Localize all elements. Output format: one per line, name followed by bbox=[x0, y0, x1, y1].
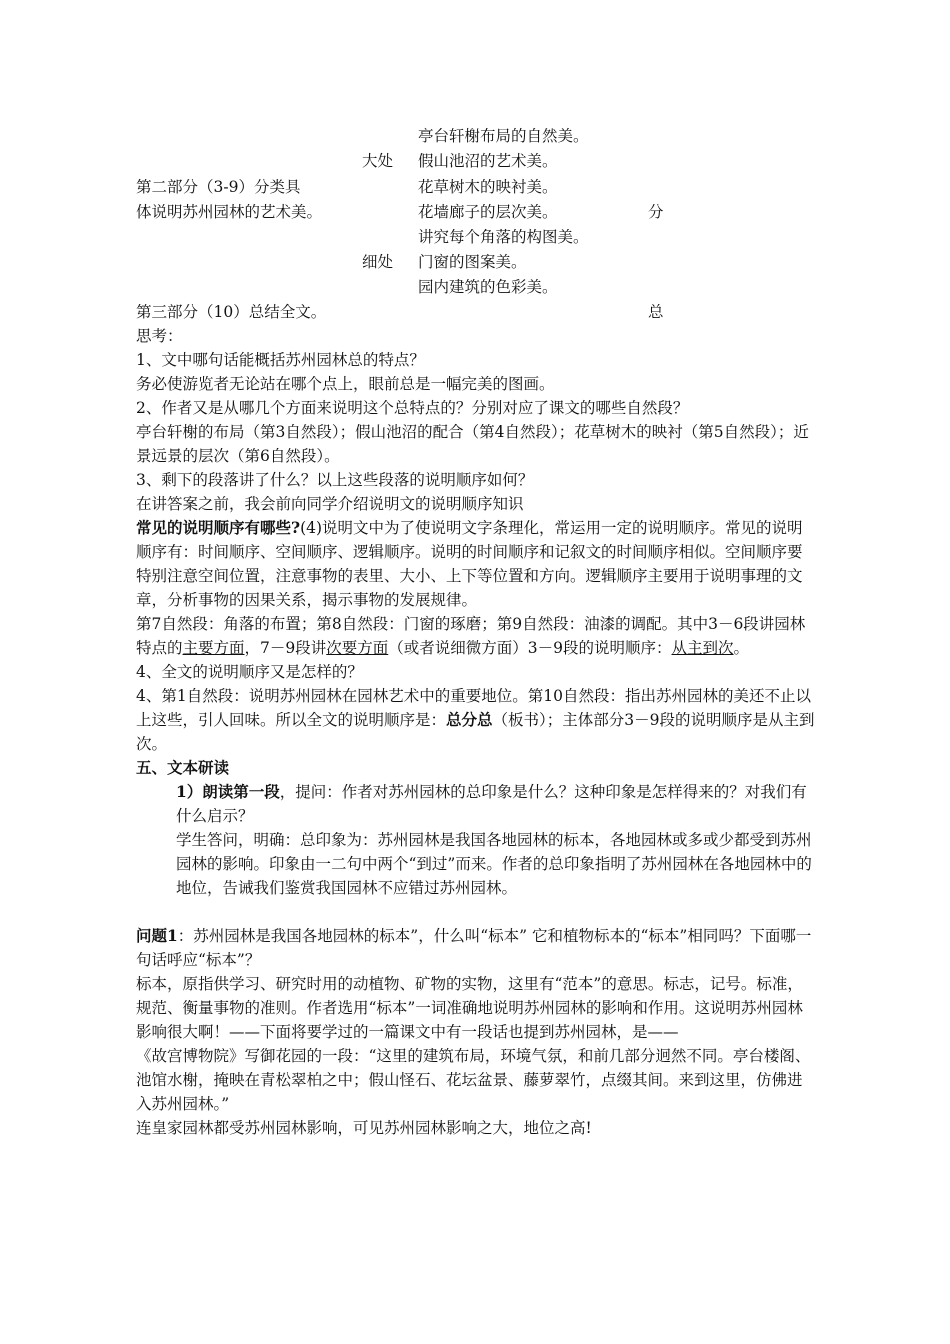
order-title: 常见的说明顺序有哪些? bbox=[136, 518, 301, 537]
question-1: 1、文中哪句话能概括苏州园林总的特点？ bbox=[136, 351, 425, 369]
think-heading: 思考： bbox=[136, 327, 183, 345]
intro-line: 在讲答案之前，我会前向同学介绍说明文的说明顺序知识 bbox=[136, 495, 524, 513]
student-answer: 学生答问，明确：总印象为：苏州园林是我国各地园林的标本，各地园林或多或少都受到苏州园林的影响。印象由一二句中两个“到过”而来。作者的总印象指明了苏州园林在各地园林中的地位，告诫我们鉴赏我国园林不应错过苏州园林。 bbox=[176, 831, 812, 897]
outline-item: 花草树木的映衬美。 bbox=[418, 178, 558, 196]
answer-4 bbox=[136, 684, 816, 756]
part2-line2: 体说明苏州园林的艺术美。 bbox=[136, 203, 323, 221]
explanation: 标本，原指供学习、研究时用的动植物、矿物的实物，这里有“范本”的意思。标志，记号。标准，规范、衡量事物的准则。作者选用“标本”一词准确地说明苏州园林的影响和作用。这说明苏州园林影响很大啊！——下面将要学过的一篇课文中有一段话也提到苏州园林，是—— bbox=[136, 975, 803, 1041]
fen-label: 分 bbox=[648, 203, 664, 221]
outline-item: 门窗的图案美。 bbox=[418, 253, 527, 271]
answer-2: 亭台轩榭的布局（第3自然段）；假山池沼的配合（第4自然段）；花草树木的映衬（第5自然段）；近景远景的层次（第6自然段）。 bbox=[136, 423, 809, 465]
document-body bbox=[136, 324, 816, 1140]
question-3: 3、剩下的段落讲了什么？以上这些段落的说明顺序如何？ bbox=[136, 471, 534, 489]
text-span: 第7自然段：角落的布置；第8自然段：门窗的琢磨；第9自然段：油漆的调配。其中3－6段讲园林特点的 bbox=[136, 615, 806, 657]
para-7-9 bbox=[136, 612, 816, 660]
text-span: （或者说细微方面）3－9段的说明顺序： bbox=[388, 639, 672, 657]
text-span: 。 bbox=[733, 639, 750, 657]
zong-label: 总 bbox=[648, 303, 664, 321]
answer-1: 务必使游览者无论站在哪个点上，眼前总是一幅完美的图画。 bbox=[136, 375, 555, 393]
order-text: (4)说明文中为了使说明文字条理化，常运用一定的说明顺序。常见的说明顺序有：时间顺序、空间顺序、逻辑顺序。说明的时间顺序和记叙文的时间顺序相似。空间顺序要特别注意空间位置，注意事物的表里、大小、上下等位置和方向。逻辑顺序主要用于说明事理的文章，分析事物的因果关系，揭示事物的发展规律。 bbox=[136, 519, 803, 609]
outline-item: 讲究每个角落的构图美。 bbox=[418, 228, 589, 246]
outline-item: 假山池沼的艺术美。 bbox=[418, 152, 558, 170]
outline-item: 花墙廊子的层次美。 bbox=[418, 203, 558, 221]
text-span: （板书）；主体部分3－9段的说明顺序是从主到次。 bbox=[136, 711, 815, 753]
text-span: 4、第1自然段：说明苏州园林在园林艺术中的重要地位。第10自然段：指出苏州园林的美还不止以上这些，引人回味。所以全文的说明顺序是： bbox=[136, 687, 811, 729]
outline-small-label: 细处 bbox=[362, 253, 394, 271]
order-paragraph bbox=[136, 516, 816, 612]
underlined-main: 主要方面 bbox=[182, 639, 245, 657]
question-2: 2、作者又是从哪几个方面来说明这个总特点的？分别对应了课文的哪些自然段？ bbox=[136, 399, 689, 417]
text-span: ，提问：作者对苏州园林的总印象是什么？这种印象是怎样得来的？对我们有什么启示？ bbox=[176, 783, 807, 825]
reading-1 bbox=[136, 780, 816, 828]
wq-paragraph bbox=[136, 924, 816, 972]
outline-big-label: 大处 bbox=[362, 152, 394, 170]
bold-term: 1）朗读第一段 bbox=[176, 782, 280, 801]
question-4: 4、全文的说明顺序又是怎样的？ bbox=[136, 663, 363, 681]
text-span: ：苏州园林是我国各地园林的标本”，什么叫“标本” 它和植物标本的“标本”相同吗？下面哪一句话呼应“标本”？ bbox=[136, 927, 812, 969]
quote-paragraph: 《故宫博物院》写御花园的一段：“这里的建筑布局，环境气氛，和前几部分迥然不同。亭台楼阁、池馆水榭，掩映在青松翠柏之中；假山怪石、花坛盆景、藤萝翠竹，点缀其间。来到这里，仿佛进入苏州园林。” bbox=[136, 1047, 811, 1113]
outline-item: 亭台轩榭布局的自然美。 bbox=[418, 127, 589, 145]
part3-line: 第三部分（10）总结全文。 bbox=[136, 303, 327, 321]
part2-line1: 第二部分（3-9）分类具 bbox=[136, 178, 301, 196]
spacer bbox=[136, 900, 816, 924]
bold-term: 总分总 bbox=[446, 710, 493, 729]
text-span: ，7－9段讲 bbox=[244, 639, 327, 657]
underlined-order: 从主到次 bbox=[671, 639, 734, 657]
outline-item: 园内建筑的色彩美。 bbox=[418, 278, 558, 296]
question-label: 问题1 bbox=[136, 926, 178, 945]
section-5-heading: 五、文本研读 bbox=[136, 758, 230, 777]
underlined-minor: 次要方面 bbox=[326, 639, 389, 657]
closing-line: 连皇家园林都受苏州园林影响，可见苏州园林影响之大，地位之高! bbox=[136, 1119, 592, 1137]
